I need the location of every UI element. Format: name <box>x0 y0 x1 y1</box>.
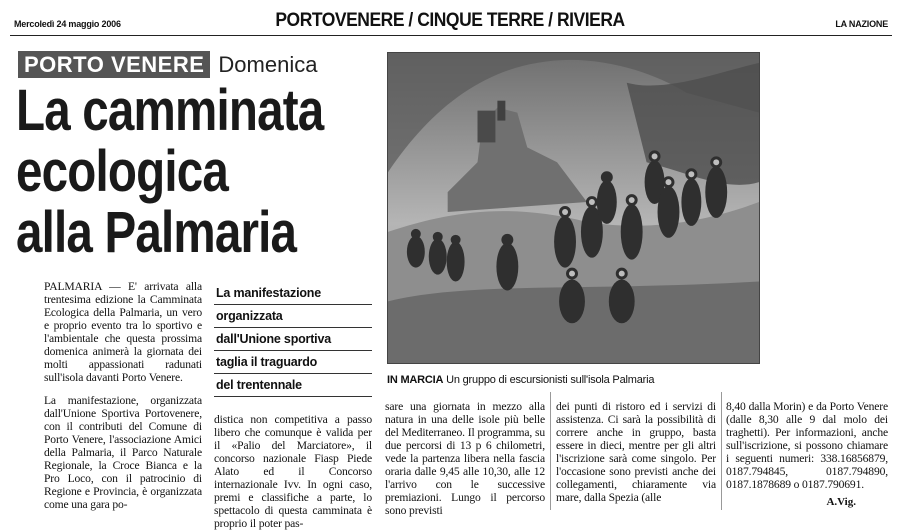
photo-caption <box>387 374 767 386</box>
pullquote <box>214 282 372 397</box>
article-kicker <box>18 51 317 78</box>
header-rule <box>10 35 892 36</box>
headline-line-2: ecologica <box>16 139 229 204</box>
pullquote-line: taglia il traguardo <box>214 351 372 374</box>
author-signature: A.Vig. <box>826 496 856 508</box>
headline-line-3: alla Palmaria <box>16 200 297 265</box>
column-divider <box>550 392 551 510</box>
kicker-location: PORTO VENERE <box>18 51 210 78</box>
caption-text: Un gruppo di escursionisti sull'isola Palmaria <box>446 374 655 386</box>
headline-line-1: La camminata <box>16 78 324 143</box>
pullquote-line: organizzata <box>214 305 372 328</box>
pullquote-line: del trentennale <box>214 374 372 397</box>
pullquote-line: dall'Unione sportiva <box>214 328 372 351</box>
header-date: Mercoledì 24 maggio 2006 <box>14 19 121 29</box>
hikers-photo-illustration <box>388 53 759 363</box>
body-column-3: sare una giornata in mezzo alla natura in una delle isole più belle del Mediterraneo. Il programma, su due percorsi di 13 p 6 chilometri, vede la partenza libera nella fascia oraria dalle 9,45 alle 10,30, alle 12 l'arrivo con le successive premiazioni. Lungo il percorso sono previsti <box>385 400 545 517</box>
body-column-5: 8,40 dalla Morin) e da Porto Venere (dalle 8,30 alle 9 dal molo dei traghetti). Per informazioni, anche sull'iscrizione, si possono chiamare i seguenti numeri: 338.16856879, 0187.794845, 0187.794890, 0187.1878689 o 0187.790691. <box>726 400 888 491</box>
body-column-1a: PALMARIA — E' arrivata alla trentesima edizione la Camminata Ecologica della Palmaria, un vero e proprio evento tra lo sportivo e l'ambientale che questa prossima domenica animerà la giornata dei molti appassionati radunati sull'isola davanti Porto Venere. <box>44 280 202 384</box>
kicker-day: Domenica <box>218 51 318 77</box>
caption-lead: IN MARCIA <box>387 374 444 386</box>
body-column-2: distica non competitiva a passo libero che comunque è valida per il «Palio del Marciatore», il concorso nazionale Fiasp Piede Alato ed il Concorso internazionale Ivv. In ogni caso, premi e classifiche a parte, lo spettacolo di questa camminata è proprio il poter pas- <box>214 413 372 530</box>
article-headline <box>16 78 324 265</box>
column-divider <box>721 392 722 510</box>
section-title: PORTOVENERE / CINQUE TERRE / RIVIERA <box>275 10 625 31</box>
article-photo <box>387 52 760 364</box>
body-column-1b: La manifestazione, organizzata dall'Unione Sportiva Portovenere, con il contributi del Comune di Porto Venere, l'associazione Amici della Palmaria, il Parco Naturale Regionale, la Croce Bianca e la Pro Loco, con il patrocinio di Regione e Provincia, è organizzata come una gara po- <box>44 394 202 511</box>
pullquote-line: La manifestazione <box>214 282 372 305</box>
body-column-4: dei punti di ristoro ed i servizi di assistenza. Ci sarà la possibilità di correre anche in gruppo, basta essere in dieci, mentre per gli altri l'iscrizione sarà come singolo. Per l'occasione sono previsti anche dei collegamenti, chiaramente via mare, dalla Spezia (alle <box>556 400 716 504</box>
newspaper-name: LA NAZIONE <box>835 19 888 29</box>
